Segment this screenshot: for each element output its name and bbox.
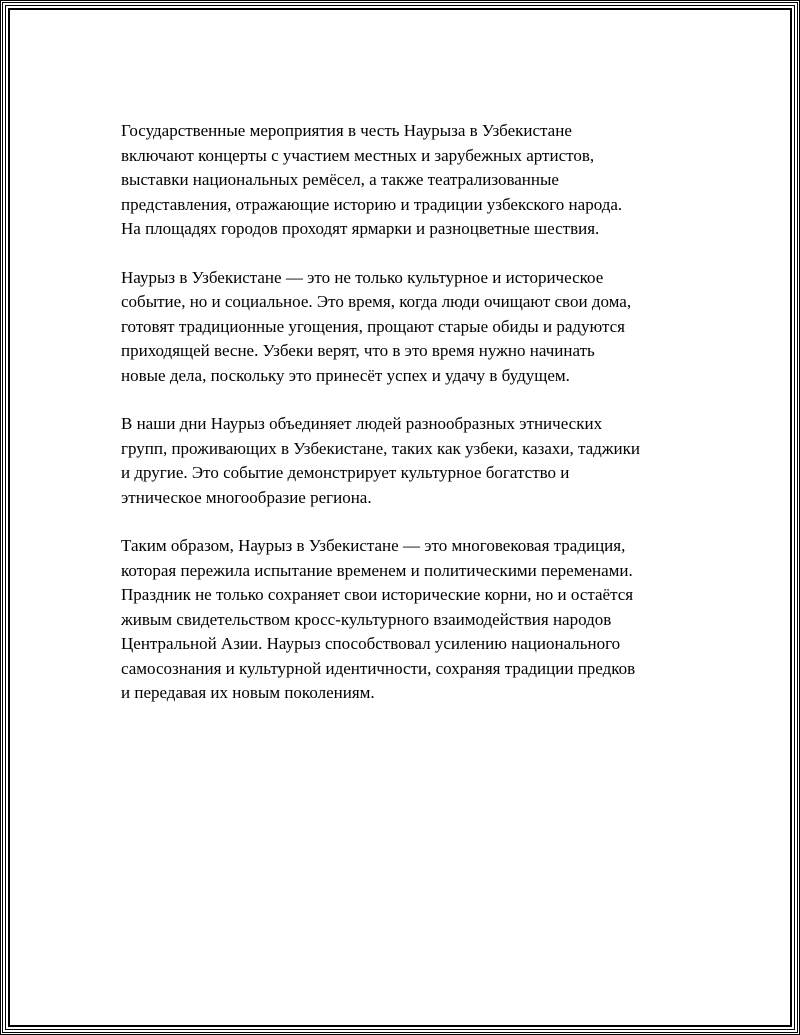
paragraph-3: В наши дни Наурыз объединяет людей разнообразных этнических групп, проживающих в Узбекистане, таких как узбеки, казахи, таджики и другие. Это событие демонстрирует культурное богатство и этническое многообразие региона. [121,414,641,507]
paragraph-1: Государственные мероприятия в честь Наурыза в Узбекистане включают концерты с участием местных и зарубежных артистов, выставки национальных ремёсел, а также театрализованные представления, отражающие историю и традиции узбекского народа. На площадях городов проходят ярмарки и разноцветные шествия. [121,121,623,238]
document-body [121,119,711,730]
paragraph-4: Таким образом, Наурыз в Узбекистане — это многовековая традиция, которая пережила испытание временем и политическими переменами. Праздник не только сохраняет свои исторические корни, но и остаётся живым свидетельством кросс-культурного взаимодействия народов Центральной Азии. Наурыз способствовал усилению национального самосознания и культурной идентичности, сохраняя традиции предков и передавая их новым поколениям. [121,536,636,702]
paragraph-2: Наурыз в Узбекистане — это не только культурное и историческое событие, но и социальное. Это время, когда люди очищают свои дома, готовят традиционные угощения, прощают старые обиды и радуются приходящей весне. Узбеки верят, что в это время нужно начинать новые дела, поскольку это принесёт успех и удачу в будущем. [121,267,632,385]
